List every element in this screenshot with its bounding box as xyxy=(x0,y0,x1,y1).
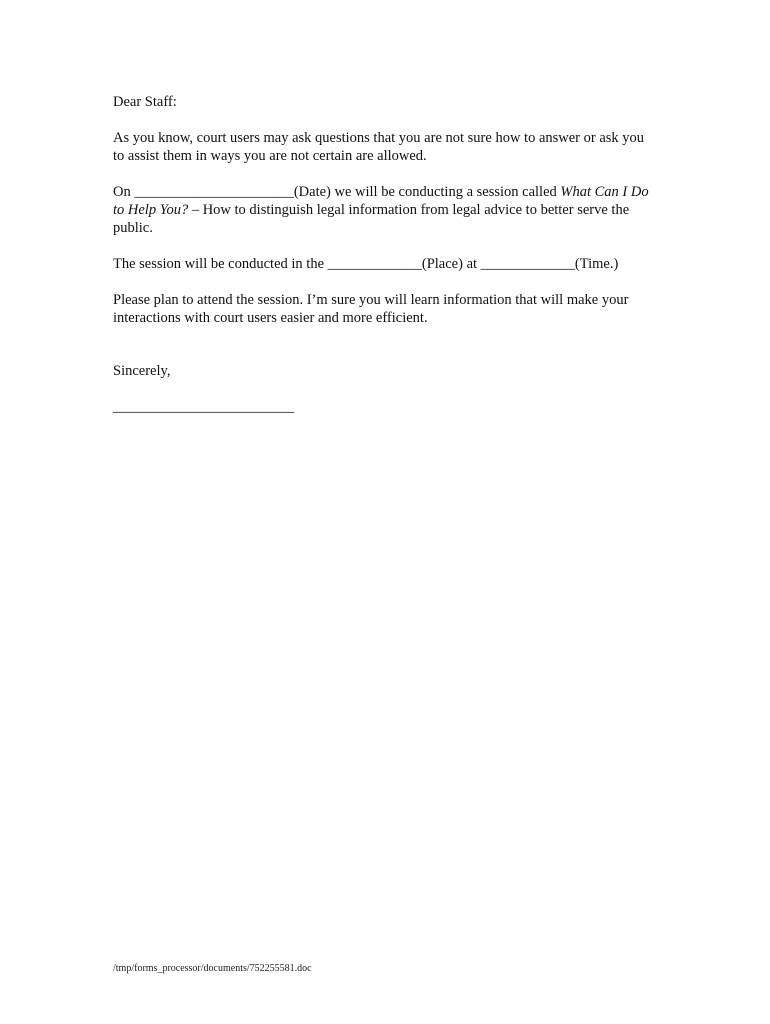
session-date-paragraph xyxy=(113,183,661,237)
attendance-paragraph: Please plan to attend the session. I’m sure you will learn information that will make your interactions with court users easier and more efficient. xyxy=(113,292,629,326)
signature-line: _________________________ xyxy=(113,399,295,415)
closing: Sincerely, xyxy=(113,363,171,379)
session-description: – How to distinguish legal information from legal advice to better serve the public. xyxy=(113,202,630,236)
greeting: Dear Staff: xyxy=(113,94,177,110)
intro-paragraph: As you know, court users may ask questions that you are not sure how to answer or ask you to assist them in ways you are not certain are allowed. xyxy=(113,130,645,164)
session-place-time-paragraph: The session will be conducted in the _____________(Place) at _____________(Time.) xyxy=(113,256,619,272)
session-title: What Can I Do to Help You? xyxy=(113,184,649,218)
letter-body xyxy=(113,93,673,416)
document-path-footer: /tmp/forms_processor/documents/752255581.doc xyxy=(113,963,312,974)
session-date-prefix: On ______________________(Date) we will be conducting a session called xyxy=(113,184,561,200)
